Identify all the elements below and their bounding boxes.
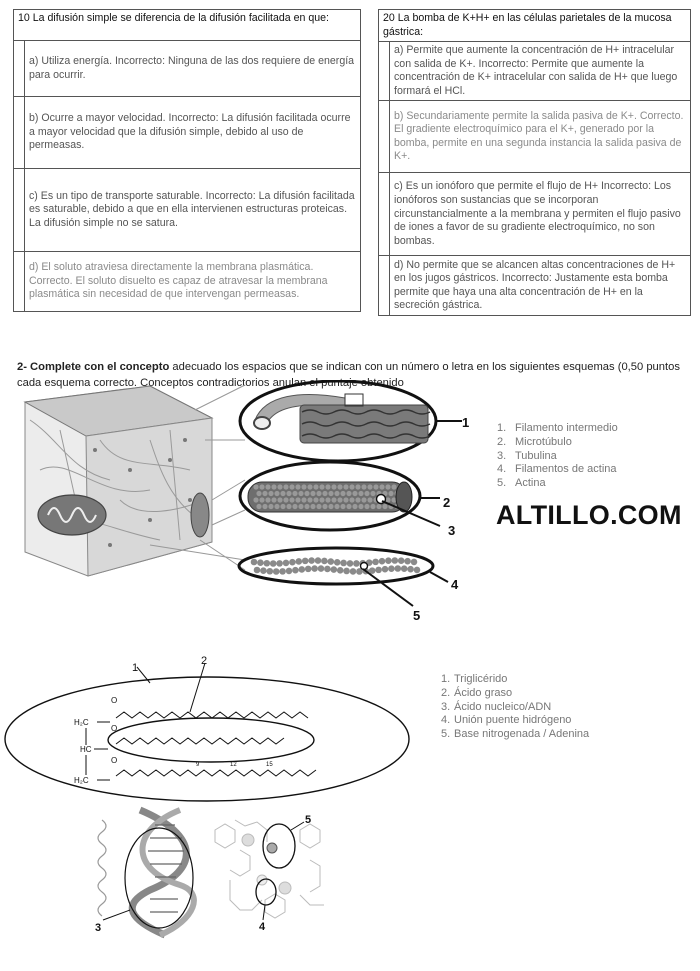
callout-4: 4 — [259, 921, 266, 933]
callout-4: 4 — [451, 577, 459, 592]
fatty-acid-ellipse — [108, 718, 314, 762]
legend-item: 1. Triglicérido — [441, 673, 508, 685]
section-2-text: adecuado los espacios que se indican con un número o letra en los siguientes esquemas (0,50 puntos cada esquema correcto. Conceptos contradictorios anulan el puntaje obtenido — [17, 361, 680, 390]
question-10-option-b: b) Ocurre a mayor velocidad. Incorrecto: La difusión facilitada ocurre a mayor velocidad que la difusión simple, debido al uso de permeasas. — [25, 97, 361, 169]
svg-text:H₂C: H₂C — [74, 718, 89, 727]
microtubule-illustration — [248, 482, 412, 512]
option-c-checkbox[interactable] — [14, 169, 25, 252]
question-20-option-a: a) Permite que aumente la concentración de H+ intracelular con salida de K+. Incorrecto: Permite que aumente la concentración de K+ intracelular con salida de H+ que luego formará el HCl. — [390, 42, 691, 101]
biomolecules-diagram — [0, 650, 440, 940]
glycerol-backbone — [74, 696, 117, 785]
legend-item: 2. Microtúbulo — [497, 435, 572, 448]
legend-item: 5. Base nitrogenada / Adenina — [441, 728, 590, 741]
svg-text:15: 15 — [266, 762, 273, 768]
legend-item: 5. Actina — [497, 477, 546, 490]
option-d-checkbox[interactable] — [379, 256, 390, 316]
callout-3: 3 — [448, 523, 456, 538]
question-20-option-d: d) No permite que se alcancen altas concentraciones de H+ en los jugos gástricos. Incorrecto: Justamente esta bomba permite que haya una alta concentración de H+ en la secreción gástrica. — [390, 256, 691, 316]
legend-item: 4. Filamentos de actina — [497, 463, 617, 476]
legend-item: 4. Unión puente hidrógeno — [441, 714, 572, 727]
option-b-checkbox[interactable] — [14, 97, 25, 169]
callout-1: 1 — [132, 662, 139, 674]
legend-item: 3. Ácido nucleico/ADN — [441, 700, 552, 713]
cytoskeleton-diagram — [0, 380, 480, 630]
callout-5: 5 — [413, 608, 421, 623]
question-20-table — [378, 9, 691, 316]
section-2-title: 2- Complete con el concepto — [17, 361, 170, 373]
question-20-option-b: b) Secundariamente permite la salida pasiva de K+. Correcto. El gradiente electroquímico para el K+, generado por la bomba, permite en una segunda instancia la salida pasiva de K+. — [390, 101, 691, 173]
legend-item: 2. Ácido graso — [441, 686, 513, 699]
question-20-header: 20 La bomba de K+H+ en las células parietales de la mucosa gástrica: — [379, 10, 691, 42]
cytoskeleton-legend — [497, 422, 618, 491]
option-a-checkbox[interactable] — [14, 41, 25, 97]
question-10-option-d: d) El soluto atraviesa directamente la membrana plasmática. Correcto. El soluto disuelto es capaz de atravesar la membrana plasmática sin necesidad de que intervengan permeasas. — [25, 252, 361, 312]
dna-strand-outline — [98, 820, 106, 916]
svg-text:HC: HC — [80, 745, 92, 754]
svg-text:O: O — [111, 724, 118, 733]
actin-filament-illustration — [251, 557, 421, 575]
question-10-option-a: a) Utiliza energía. Incorrecto: Ninguna de las dos requiere de energía para ocurrir. — [25, 41, 361, 97]
option-d-checkbox[interactable] — [14, 252, 25, 312]
callout-3: 3 — [95, 922, 102, 934]
legend-item: 3. Tubulina — [497, 449, 557, 462]
callout-2: 2 — [443, 495, 451, 510]
question-10-table — [13, 9, 361, 312]
callout-2: 2 — [201, 655, 208, 667]
brand-watermark: ALTILLO.COM — [496, 500, 682, 530]
triglyceride-ellipse — [5, 677, 409, 801]
callout-1: 1 — [462, 415, 470, 430]
nucleotide-structure — [215, 820, 324, 918]
callout-5: 5 — [305, 814, 312, 826]
biomolecules-legend — [441, 673, 589, 742]
option-b-checkbox[interactable] — [379, 101, 390, 173]
question-10-option-c: c) Es un tipo de transporte saturable. Incorrecto: La difusión facilitada es saturable, debido a que en ella intervienen estructuras proteicas. La difusión simple no se satura. — [25, 169, 361, 252]
fatty-acid-chains — [116, 712, 316, 776]
cell-illustration — [25, 386, 212, 576]
question-20-option-c: c) Es un ionóforo que permite el flujo de H+ Incorrecto: Los ionóforos son sustancias que se incorporan circunstancialmente a la membrana y permiten el flujo pasivo de iones a favor de su gradiente electroquímico, no son bombas. — [390, 173, 691, 256]
option-a-checkbox[interactable] — [379, 42, 390, 101]
question-10-header: 10 La difusión simple se diferencia de la difusión facilitada en que: — [14, 10, 361, 41]
svg-text:9: 9 — [196, 762, 200, 768]
intermediate-filament-illustration — [254, 394, 430, 443]
svg-text:O: O — [111, 696, 118, 705]
legend-item: 1. Filamento intermedio — [497, 422, 618, 434]
svg-text:12: 12 — [230, 762, 237, 768]
svg-text:H₂C: H₂C — [74, 776, 89, 785]
svg-text:O: O — [111, 756, 118, 765]
option-c-checkbox[interactable] — [379, 173, 390, 256]
